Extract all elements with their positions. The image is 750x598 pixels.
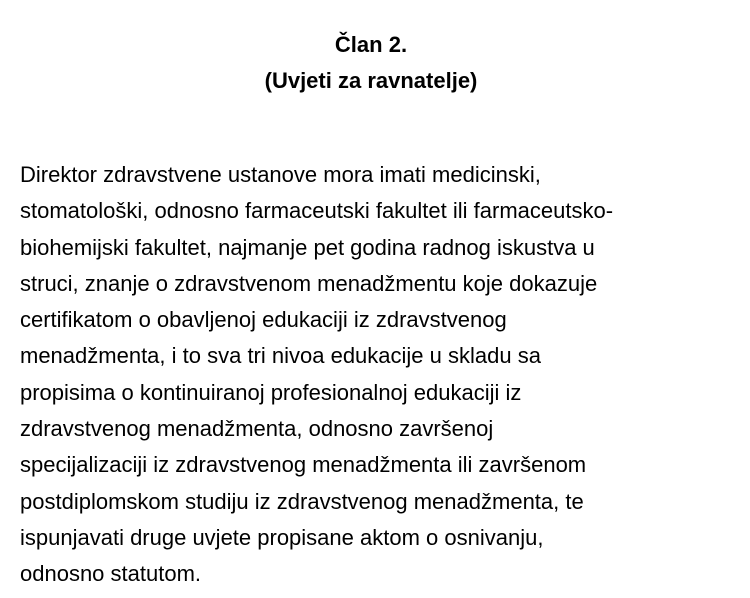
body-line: odnosno statutom. bbox=[20, 561, 202, 587]
article-title: Član 2. bbox=[334, 32, 408, 57]
body-line: ispunjavati druge uvjete propisane aktom o osnivanju, bbox=[20, 524, 544, 550]
body-line: menadžmenta, i to sva tri nivoa edukacije u skladu sa bbox=[20, 343, 541, 369]
body-line: biohemijski fakultet, najmanje pet godina radnog iskustva u bbox=[20, 234, 595, 260]
article-subtitle: (Uvjeti za ravnatelje) bbox=[264, 68, 478, 93]
body-line: propisima o kontinuiranoj profesionalnoj edukaciji iz bbox=[20, 379, 522, 405]
body-line: Direktor zdravstvene ustanove mora imati medicinski, bbox=[20, 162, 541, 187]
body-line: specijalizaciji iz zdravstvenog menadžmenta ili završenom bbox=[20, 452, 587, 478]
body-line: certifikatom o obavljenoj edukaciji iz zdravstvenog bbox=[20, 307, 507, 333]
body-line: stomatološki, odnosno farmaceutski fakultet ili farmaceutsko- bbox=[20, 198, 614, 224]
body-line: struci, znanje o zdravstvenom menadžmentu koje dokazuje bbox=[20, 270, 598, 296]
body-line: zdravstvenog menadžmenta, odnosno završenoj bbox=[20, 416, 494, 442]
article-body bbox=[20, 157, 745, 593]
body-line: postdiplomskom studiju iz zdravstvenog menadžmenta, te bbox=[20, 488, 584, 514]
